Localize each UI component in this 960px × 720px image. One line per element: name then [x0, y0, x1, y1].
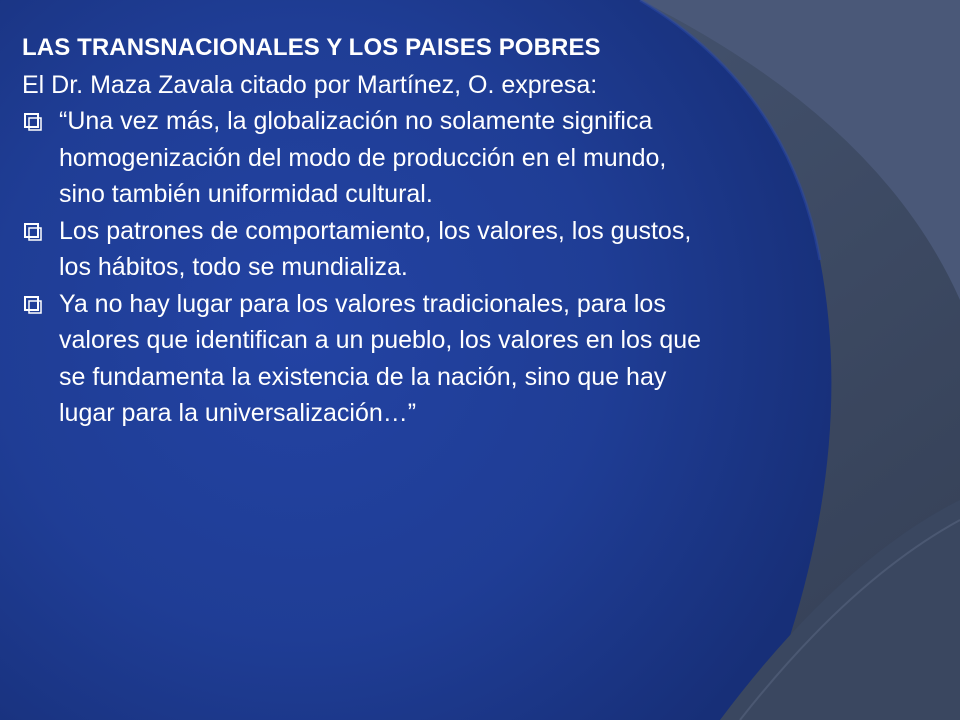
bullet-text: Ya no hay lugar para los valores tradicionales, para los valores que identifican a un pueblo, los valores en los que se fundamenta la existencia de la nación, sino que hay lugar para la universalización…” [59, 289, 702, 427]
slide-title: LAS TRANSNACIONALES Y LOS PAISES POBRES [22, 34, 601, 61]
bullet-item [22, 103, 712, 213]
bullet-text: “Una vez más, la globalización no solamente significa homogenización del modo de producción en el mundo, sino también uniformidad cultural. [59, 107, 667, 208]
bullet-text: Los patrones de comportamiento, los valores, los gustos, los hábitos, todo se mundializa. [59, 216, 692, 281]
bullet-item [22, 286, 712, 432]
checkbox-square-icon [24, 223, 42, 241]
checkbox-square-icon [24, 113, 42, 131]
slide-intro: El Dr. Maza Zavala citado por Martínez, O. expresa: [22, 70, 598, 99]
bullet-item [22, 213, 712, 286]
slide-content [22, 30, 712, 432]
checkbox-square-icon [24, 296, 42, 314]
